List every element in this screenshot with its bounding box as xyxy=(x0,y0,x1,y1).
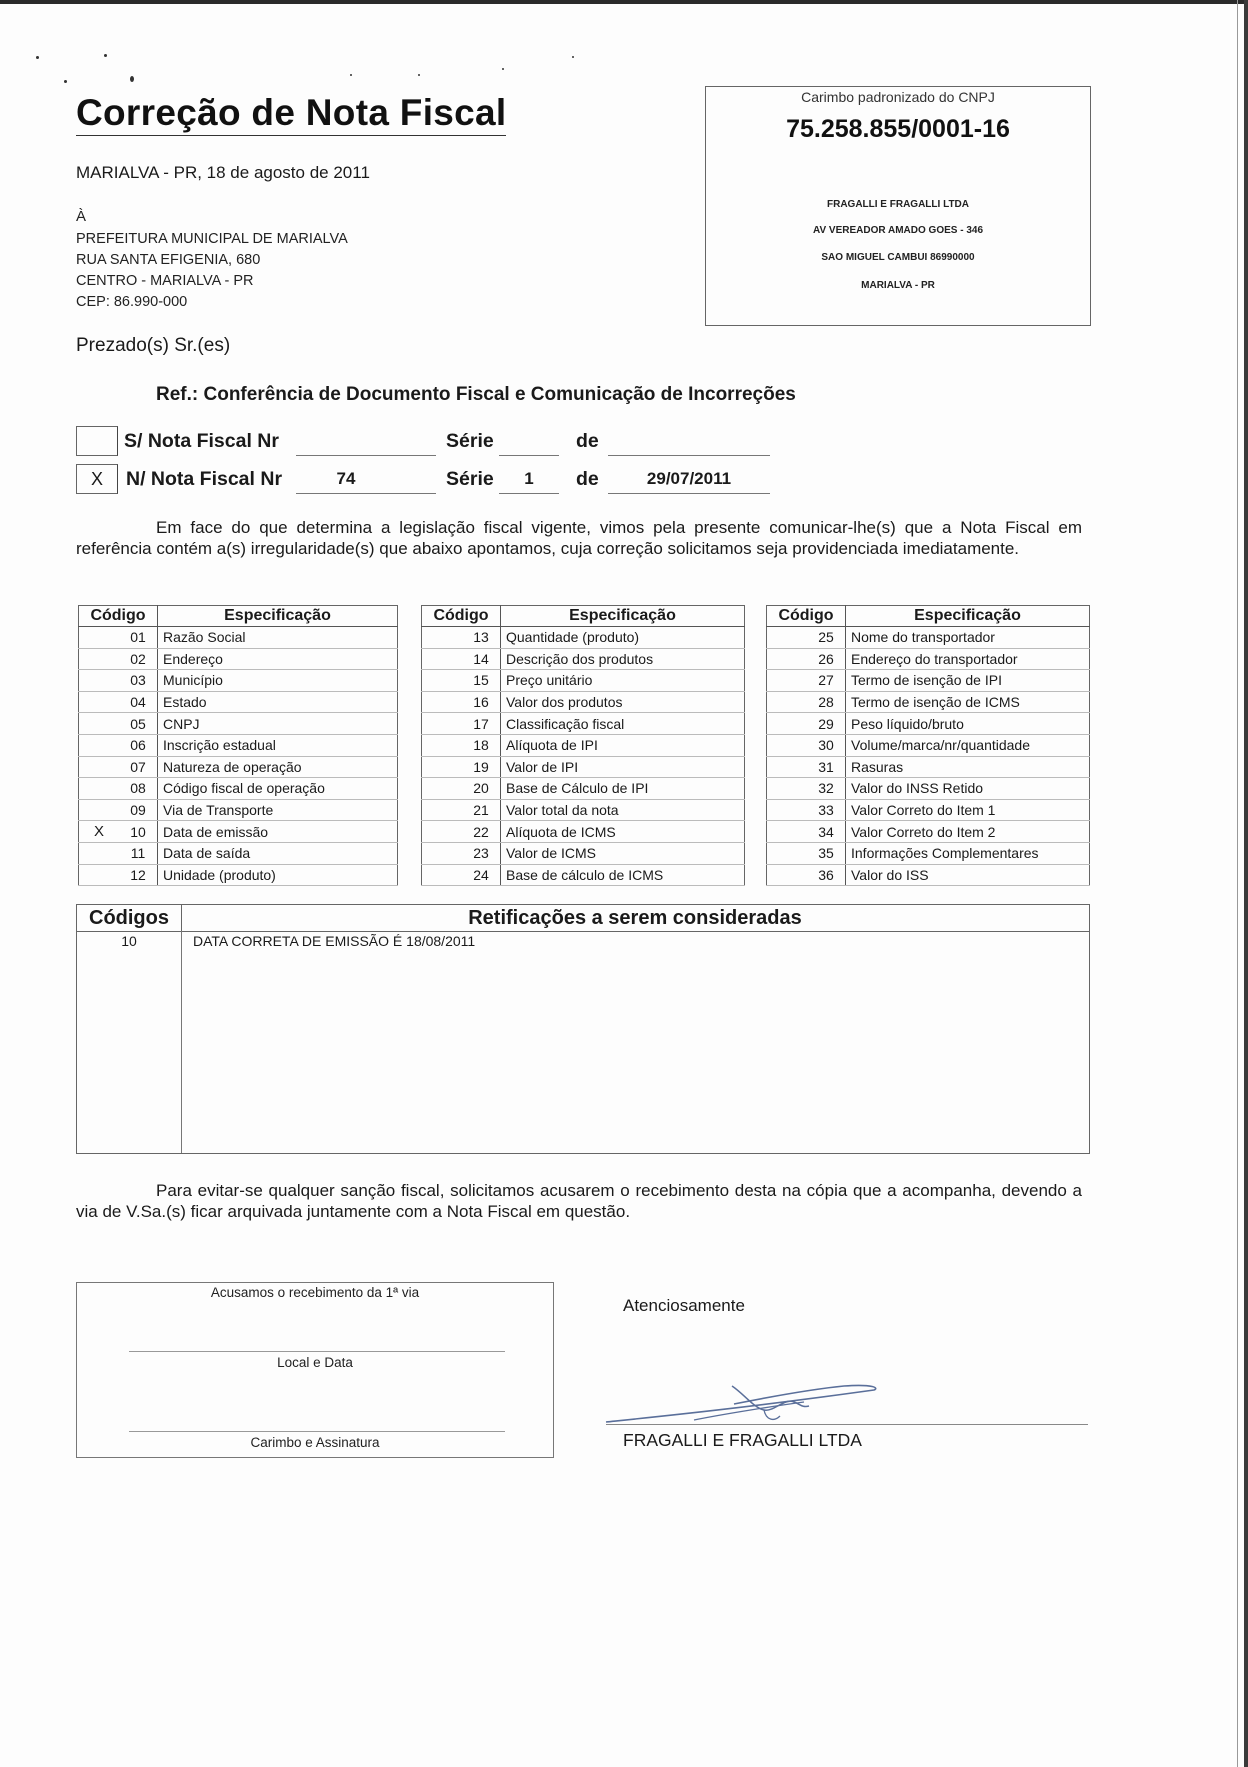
code-number: 32 xyxy=(807,778,846,800)
code-mark xyxy=(767,670,808,692)
recipient-name: PREFEITURA MUNICIPAL DE MARIALVA xyxy=(76,231,348,247)
code-spec: Valor total da nota xyxy=(501,799,745,821)
code-row xyxy=(79,778,398,800)
code-spec: Alíquota de IPI xyxy=(501,734,745,756)
scan-edge-right xyxy=(1244,0,1248,1767)
codes-table-2 xyxy=(421,605,745,886)
receipt-line xyxy=(129,1431,505,1432)
code-spec: Nome do transportador xyxy=(846,627,1090,649)
receipt-title: Acusamos o recebimento da 1ª via xyxy=(210,1285,420,1300)
code-spec: Unidade (produto) xyxy=(158,864,398,886)
code-spec: Alíquota de ICMS xyxy=(501,821,745,843)
code-number: 24 xyxy=(462,864,501,886)
invoice-checkbox-n[interactable]: X xyxy=(76,464,118,494)
code-row xyxy=(79,842,398,864)
scan-speck xyxy=(36,56,39,59)
intro-paragraph xyxy=(76,517,1082,559)
code-number: 18 xyxy=(462,734,501,756)
invoice-date-n: 29/07/2011 xyxy=(646,469,732,488)
salutation: Prezado(s) Sr.(es) xyxy=(76,335,231,356)
closing-paragraph xyxy=(76,1180,1082,1222)
code-row xyxy=(422,756,745,778)
code-mark xyxy=(767,821,808,843)
code-spec: Natureza de operação xyxy=(158,756,398,778)
code-mark xyxy=(79,734,120,756)
code-mark xyxy=(422,691,463,713)
date-underline xyxy=(608,455,770,456)
codes-header-row xyxy=(767,606,1090,627)
code-mark xyxy=(422,670,463,692)
code-number: 35 xyxy=(807,842,846,864)
code-row xyxy=(767,670,1090,692)
scan-speck xyxy=(502,68,504,70)
code-number: 10 xyxy=(119,821,158,843)
code-number: 01 xyxy=(119,627,158,649)
code-row xyxy=(79,713,398,735)
receipt-box xyxy=(76,1282,554,1458)
code-mark xyxy=(422,778,463,800)
code-row xyxy=(767,713,1090,735)
retifications-column-divider xyxy=(181,931,182,1153)
code-spec: Inscrição estadual xyxy=(158,734,398,756)
cnpj-stamp xyxy=(705,86,1091,326)
code-number: 17 xyxy=(462,713,501,735)
invoice-row-n xyxy=(76,464,770,494)
receipt-stamp-signature: Carimbo e Assinatura xyxy=(250,1435,380,1450)
code-row xyxy=(767,799,1090,821)
code-spec: Endereço do transportador xyxy=(846,648,1090,670)
code-row xyxy=(767,821,1090,843)
code-number: 15 xyxy=(462,670,501,692)
retification-code: 10 xyxy=(121,933,137,949)
code-spec: Rasuras xyxy=(846,756,1090,778)
code-number: 30 xyxy=(807,734,846,756)
code-spec: Volume/marca/nr/quantidade xyxy=(846,734,1090,756)
retifications-box xyxy=(76,904,1090,1154)
code-spec: Estado xyxy=(158,691,398,713)
code-mark xyxy=(422,713,463,735)
code-spec: Valor do ISS xyxy=(846,864,1090,886)
code-row xyxy=(79,734,398,756)
code-spec: Via de Transporte xyxy=(158,799,398,821)
code-spec: Valor dos produtos xyxy=(501,691,745,713)
code-number: 22 xyxy=(462,821,501,843)
stamp-company: FRAGALLI E FRAGALLI LTDA xyxy=(826,199,970,210)
code-number: 27 xyxy=(807,670,846,692)
code-mark xyxy=(422,734,463,756)
codes-table-3 xyxy=(766,605,1090,886)
title-underline xyxy=(76,135,506,136)
code-spec: Descrição dos produtos xyxy=(501,648,745,670)
scan-speck xyxy=(130,76,134,82)
code-number: 02 xyxy=(119,648,158,670)
retifications-header-codes: Códigos xyxy=(77,905,182,931)
code-spec: Município xyxy=(158,670,398,692)
stamp-district: SAO MIGUEL CAMBUI 86990000 xyxy=(821,252,975,263)
serie-underline xyxy=(499,455,559,456)
code-mark xyxy=(767,799,808,821)
code-number: 04 xyxy=(119,691,158,713)
code-mark xyxy=(767,627,808,649)
code-row xyxy=(767,734,1090,756)
code-row xyxy=(767,756,1090,778)
scan-edge-top xyxy=(0,0,1248,4)
scan-speck xyxy=(104,54,107,57)
invoice-row-s xyxy=(76,426,770,456)
number-underline xyxy=(296,493,436,494)
code-mark: X xyxy=(79,821,120,843)
code-number: 09 xyxy=(119,799,158,821)
invoice-label-s: S/ Nota Fiscal Nr xyxy=(124,430,279,452)
handwritten-signature xyxy=(604,1378,894,1426)
code-row xyxy=(422,713,745,735)
closing-text: Para evitar-se qualquer sanção fiscal, solicitamos acusarem o recebimento desta na cópia que a acompanha, devendo a via de V.Sa.(s) ficar arquivada juntamente com a Nota Fiscal em questão. xyxy=(76,1181,1082,1221)
de-label-s: de xyxy=(576,430,599,452)
scan-edge-line xyxy=(1237,0,1238,1767)
code-spec: Base de cálculo de ICMS xyxy=(501,864,745,886)
code-mark xyxy=(79,756,120,778)
de-label-n: de xyxy=(576,468,599,490)
code-spec: Valor do INSS Retido xyxy=(846,778,1090,800)
code-mark xyxy=(767,648,808,670)
code-number: 26 xyxy=(807,648,846,670)
receipt-local-date: Local e Data xyxy=(277,1355,353,1370)
code-row xyxy=(422,864,745,886)
code-spec: Data de saída xyxy=(158,842,398,864)
code-mark xyxy=(79,864,120,886)
code-row xyxy=(422,734,745,756)
code-number: 03 xyxy=(119,670,158,692)
code-spec: Peso líquido/bruto xyxy=(846,713,1090,735)
code-mark xyxy=(422,864,463,886)
code-mark xyxy=(79,778,120,800)
code-number: 05 xyxy=(119,713,158,735)
receipt-line xyxy=(129,1351,505,1352)
code-mark xyxy=(422,842,463,864)
scan-speck xyxy=(64,80,67,83)
code-mark xyxy=(422,799,463,821)
code-row xyxy=(767,864,1090,886)
code-spec: Informações Complementares xyxy=(846,842,1090,864)
code-row xyxy=(79,864,398,886)
code-mark xyxy=(79,713,120,735)
retifications-header-title: Retificações a serem consideradas xyxy=(468,907,802,929)
code-number: 23 xyxy=(462,842,501,864)
code-mark xyxy=(767,734,808,756)
scan-speck xyxy=(350,74,352,76)
code-number: 08 xyxy=(119,778,158,800)
code-spec: Base de Cálculo de IPI xyxy=(501,778,745,800)
retification-text: DATA CORRETA DE EMISSÃO É 18/08/2011 xyxy=(193,933,476,949)
code-spec: Data de emissão xyxy=(158,821,398,843)
codes-header-code: Código xyxy=(422,606,501,627)
code-row xyxy=(79,691,398,713)
reference-line: Ref.: Conferência de Documento Fiscal e Comunicação de Incorreções xyxy=(156,384,796,405)
recipient-prefix: À xyxy=(76,208,87,225)
code-row xyxy=(79,670,398,692)
serie-underline xyxy=(499,493,559,494)
recipient-district: CENTRO - MARIALVA - PR xyxy=(76,273,254,289)
code-row xyxy=(79,799,398,821)
code-number: 31 xyxy=(807,756,846,778)
code-number: 21 xyxy=(462,799,501,821)
number-underline xyxy=(296,455,436,456)
code-number: 11 xyxy=(119,842,158,864)
stamp-city: MARIALVA - PR xyxy=(861,280,935,291)
invoice-serie-n: 1 xyxy=(524,469,534,488)
signature-line xyxy=(606,1424,1088,1425)
invoice-checkbox-s[interactable] xyxy=(76,426,118,456)
code-mark xyxy=(79,842,120,864)
codes-table-1 xyxy=(78,605,398,886)
code-mark xyxy=(422,648,463,670)
code-row xyxy=(79,821,398,843)
code-row xyxy=(79,627,398,649)
place-date: MARIALVA - PR, 18 de agosto de 2011 xyxy=(76,163,370,182)
codes-header-row xyxy=(79,606,398,627)
code-row xyxy=(422,821,745,843)
code-number: 28 xyxy=(807,691,846,713)
code-row xyxy=(422,842,745,864)
code-number: 33 xyxy=(807,799,846,821)
code-number: 16 xyxy=(462,691,501,713)
codes-header-spec: Especificação xyxy=(501,606,745,627)
code-row xyxy=(422,799,745,821)
code-mark xyxy=(767,842,808,864)
code-row xyxy=(767,778,1090,800)
code-number: 19 xyxy=(462,756,501,778)
code-spec: Código fiscal de operação xyxy=(158,778,398,800)
code-mark xyxy=(767,713,808,735)
code-mark xyxy=(767,778,808,800)
code-mark xyxy=(422,627,463,649)
code-spec: Termo de isenção de IPI xyxy=(846,670,1090,692)
stamp-address: AV VEREADOR AMADO GOES - 346 xyxy=(812,225,984,236)
scan-speck xyxy=(572,56,574,58)
scan-speck xyxy=(418,74,420,76)
code-row xyxy=(422,648,745,670)
code-row xyxy=(79,648,398,670)
code-number: 29 xyxy=(807,713,846,735)
code-row xyxy=(422,670,745,692)
code-number: 13 xyxy=(462,627,501,649)
code-spec: CNPJ xyxy=(158,713,398,735)
codes-header-code: Código xyxy=(767,606,846,627)
stamp-cnpj: 75.258.855/0001-16 xyxy=(786,115,1010,143)
codes-header-spec: Especificação xyxy=(846,606,1090,627)
code-row xyxy=(767,648,1090,670)
code-mark xyxy=(767,756,808,778)
code-row xyxy=(767,627,1090,649)
intro-text: Em face do que determina a legislação fiscal vigente, vimos pela presente comunicar-lhe(s) que a Nota Fiscal em referência contém a(s) irregularidade(s) que abaixo apontamos, cuja correção solicitamos seja providenciada imediatamente. xyxy=(76,518,1082,558)
serie-label-n: Série xyxy=(446,468,494,490)
recipient-street: RUA SANTA EFIGENIA, 680 xyxy=(76,252,261,268)
codes-header-code: Código xyxy=(79,606,158,627)
codes-header-row xyxy=(422,606,745,627)
code-row xyxy=(767,691,1090,713)
code-mark xyxy=(79,648,120,670)
code-row xyxy=(422,627,745,649)
code-number: 06 xyxy=(119,734,158,756)
code-number: 14 xyxy=(462,648,501,670)
code-mark xyxy=(422,756,463,778)
code-number: 36 xyxy=(807,864,846,886)
date-underline xyxy=(608,493,770,494)
codes-header-spec: Especificação xyxy=(158,606,398,627)
code-number: 20 xyxy=(462,778,501,800)
code-spec: Valor Correto do Item 2 xyxy=(846,821,1090,843)
code-number: 25 xyxy=(807,627,846,649)
code-mark xyxy=(79,670,120,692)
code-row xyxy=(79,756,398,778)
code-mark xyxy=(767,864,808,886)
code-mark xyxy=(422,821,463,843)
code-spec: Quantidade (produto) xyxy=(501,627,745,649)
code-spec: Classificação fiscal xyxy=(501,713,745,735)
code-row xyxy=(767,842,1090,864)
code-spec: Preço unitário xyxy=(501,670,745,692)
signature-company: FRAGALLI E FRAGALLI LTDA xyxy=(623,1430,862,1450)
code-mark xyxy=(767,691,808,713)
code-row xyxy=(422,691,745,713)
code-number: 12 xyxy=(119,864,158,886)
code-spec: Termo de isenção de ICMS xyxy=(846,691,1090,713)
code-spec: Razão Social xyxy=(158,627,398,649)
code-number: 34 xyxy=(807,821,846,843)
document-title: Correção de Nota Fiscal xyxy=(76,92,507,133)
code-spec: Valor de ICMS xyxy=(501,842,745,864)
closing-salutation: Atenciosamente xyxy=(623,1296,745,1315)
serie-label-s: Série xyxy=(446,430,494,452)
code-spec: Valor de IPI xyxy=(501,756,745,778)
code-row xyxy=(422,778,745,800)
retifications-header-divider xyxy=(77,931,1089,932)
recipient-cep: CEP: 86.990-000 xyxy=(76,294,188,310)
invoice-number-n: 74 xyxy=(336,469,356,488)
code-spec: Endereço xyxy=(158,648,398,670)
code-spec: Valor Correto do Item 1 xyxy=(846,799,1090,821)
code-mark xyxy=(79,627,120,649)
code-mark xyxy=(79,691,120,713)
code-mark xyxy=(79,799,120,821)
stamp-label: Carimbo padronizado do CNPJ xyxy=(801,89,995,105)
invoice-label-n: N/ Nota Fiscal Nr xyxy=(126,468,283,490)
code-number: 07 xyxy=(119,756,158,778)
